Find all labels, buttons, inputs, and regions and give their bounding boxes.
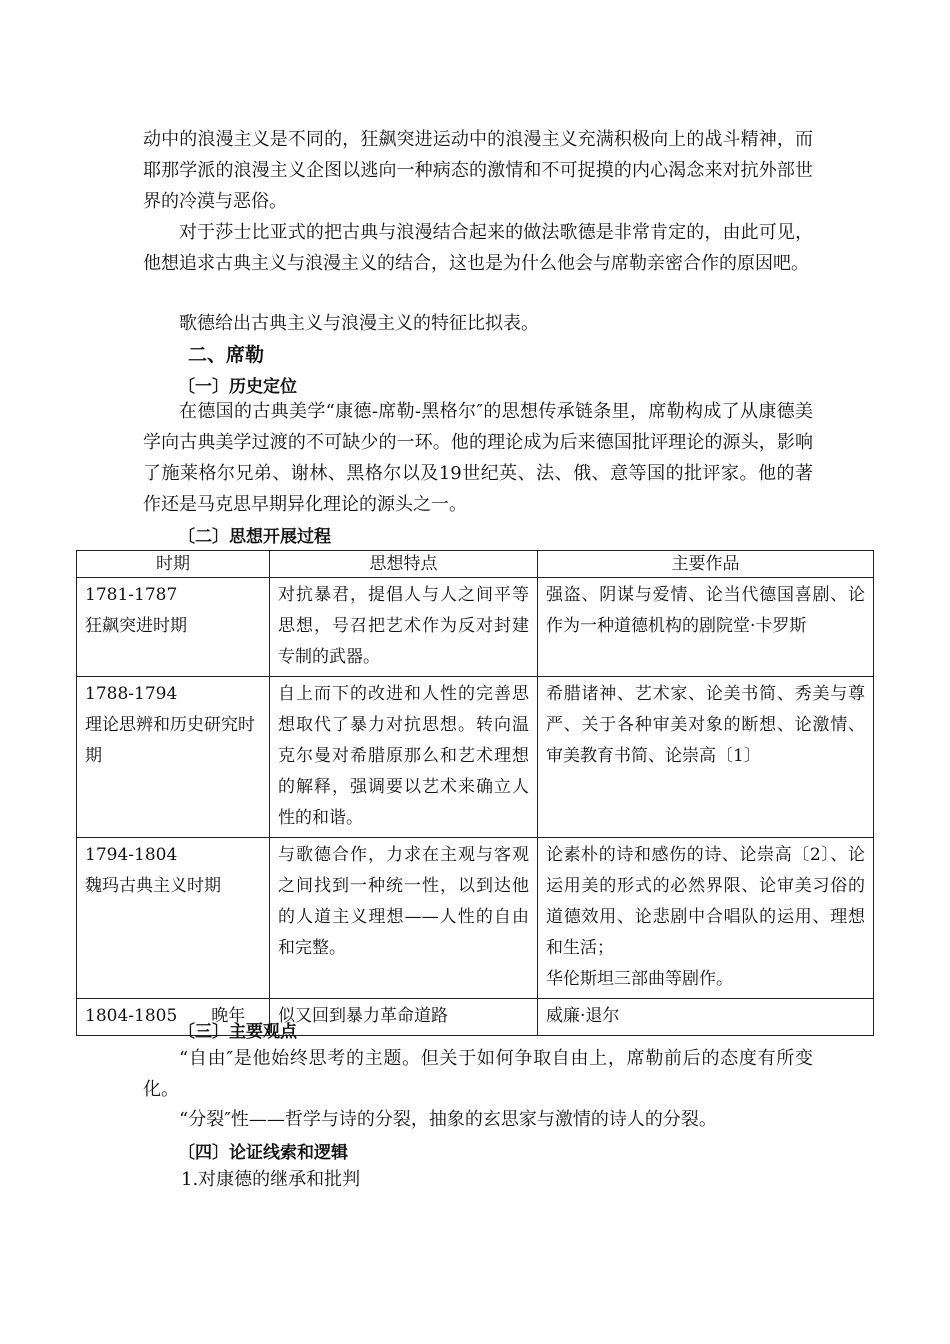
intro-paragraph-1: 动中的浪漫主义是不同的，狂飙突进运动中的浪漫主义充满积极向上的战斗精神，而耶那学派的浪漫主义企图以逃向一种病态的激情和不可捉摸的内心渴念来对抗外部世界的冷漠与恶俗。 — [143, 129, 813, 212]
subsection-title-main-views: 〔三〕主要观点 — [178, 1022, 297, 1042]
works-extra-text: 华伦斯坦三部曲等剧作。 — [546, 969, 733, 989]
table-header-row — [77, 551, 874, 578]
works-text: 论素朴的诗和感伤的诗、论崇高〔2〕、论运用美的形式的必然界限、论审美习俗的道德效用、论悲剧中合唱队的运用、理想和生活； — [546, 845, 865, 958]
period-years: 1794-1804 — [85, 845, 178, 865]
main-views-paragraph-2: “分裂″性——哲学与诗的分裂，抽象的玄思家与激情的诗人的分裂。 — [179, 1109, 717, 1130]
subsection-title-thought-development: 〔二〕思想开展过程 — [178, 527, 331, 547]
table-row — [77, 838, 874, 999]
period-years: 1781-1787 — [85, 585, 178, 605]
thought-development-table — [76, 550, 874, 1036]
period-name: 狂飙突进时期 — [85, 616, 187, 636]
period-cell — [77, 677, 270, 838]
period-name: 理论思辨和历史研究时期 — [85, 715, 255, 766]
section-title-schiller: 二、席勒 — [188, 344, 265, 366]
thought-cell: 自上而下的改进和人性的完善思想取代了暴力对抗思想。转向温克尔曼对希腊原那么和艺术理想的解释，强调要以艺术来确立人性的和谐。 — [270, 677, 538, 838]
table-row — [77, 677, 874, 838]
subsection-title-historical-position: 〔一〕历史定位 — [178, 377, 297, 397]
subsection-title-argument-logic: 〔四〕论证线索和逻辑 — [178, 1143, 348, 1163]
works-cell: 希腊诸神、艺术家、论美书简、秀美与尊严、关于各种审美对象的断想、论激情、审美教育书简、论崇高〔1〕 — [538, 677, 874, 838]
intro-paragraph-3: 歌德给出古典主义与浪漫主义的特征比拟表。 — [179, 313, 539, 334]
main-views-paragraph-1: “自由″是他始终思考的主题。但关于如何争取自由上，席勒前后的态度有所变化。 — [143, 1048, 813, 1100]
table-row — [77, 578, 874, 677]
thought-cell: 似又回到暴力革命道路 — [270, 999, 538, 1036]
works-cell: 强盗、阴谋与爱情、论当代德国喜剧、论作为一种道德机构的剧院堂·卡罗斯 — [538, 578, 874, 677]
works-cell: 威廉·退尔 — [538, 999, 874, 1036]
period-name: 晚年 — [211, 1006, 246, 1026]
period-name: 魏玛古典主义时期 — [85, 876, 221, 896]
thought-cell: 对抗暴君，提倡人与人之间平等思想，号召把艺术作为反对封建专制的武器。 — [270, 578, 538, 677]
period-years: 1804-1805 — [85, 1006, 178, 1026]
historical-position-paragraph: 在德国的古典美学“康德-席勒-黑格尔″的思想传承链条里，席勒构成了从康德美学向古典美学过渡的不可缺少的一环。他的理论成为后来德国批评理论的源头，影响了施莱格尔兄弟、谢林、黑格尔以及19世纪英、法、俄、意等国的批评家。他的著作还是马克思早期异化理论的源头之一。 — [143, 401, 813, 515]
header-period: 时期 — [77, 551, 270, 578]
period-cell — [77, 578, 270, 677]
header-works: 主要作品 — [538, 551, 874, 578]
argument-item-1: 1.对康德的继承和批判 — [181, 1169, 361, 1190]
period-cell — [77, 838, 270, 999]
works-cell — [538, 838, 874, 999]
thought-cell: 与歌德合作，力求在主观与客观之间找到一种统一性，以到达他的人道主义理想——人性的自由和完整。 — [270, 838, 538, 999]
period-years: 1788-1794 — [85, 684, 178, 704]
intro-paragraph-2: 对于莎士比亚式的把古典与浪漫结合起来的做法歌德是非常肯定的，由此可见，他想追求古典主义与浪漫主义的结合，这也是为什么他会与席勒亲密合作的原因吧。 — [143, 222, 813, 274]
header-thought: 思想特点 — [270, 551, 538, 578]
